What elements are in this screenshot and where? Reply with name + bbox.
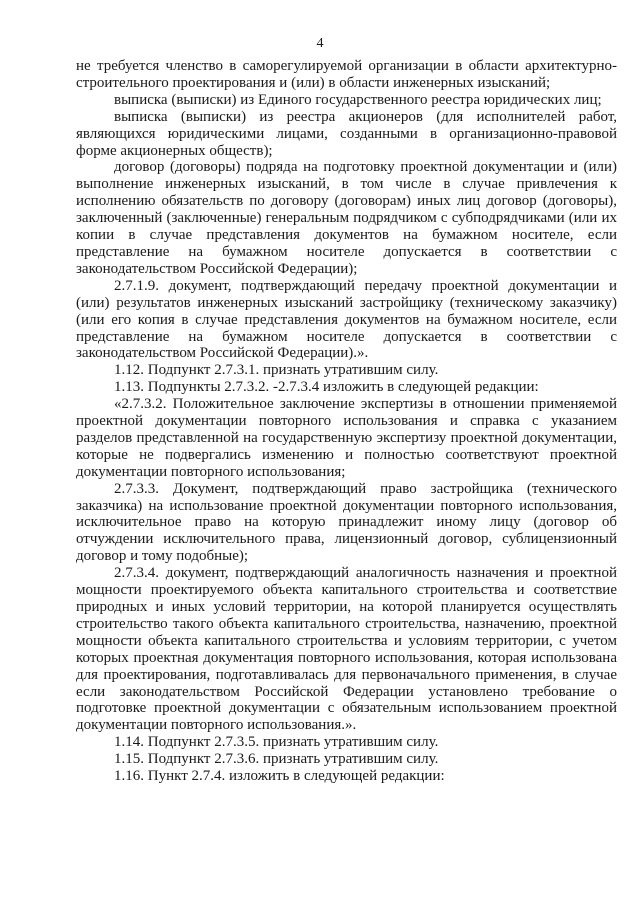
paragraph-1-13: 1.13. Подпункты 2.7.3.2. -2.7.3.4 изложить в следующей редакции:: [114, 379, 539, 396]
paragraph-2-7-1-9: 2.7.1.9. документ, подтверждающий передачу проектной документации и (или) результатов инженерных изысканий застройщику (техническому заказчику) (или его копия в случае представления документов на бумажном носителе, если представление на бумажном носителе допускается в соответствии с законодательством Российской Федерации).».: [76, 277, 617, 362]
page-number: 4: [316, 36, 324, 51]
paragraph-egrul-extract: выписка (выписки) из Единого государственного реестра юридических лиц;: [114, 91, 602, 108]
paragraph-continuation: не требуется членство в саморегулируемой организации в области архитектурно-строительного проектирования и (или) в области инженерных изысканий;: [76, 58, 617, 91]
paragraph-1-15: 1.15. Подпункт 2.7.3.6. признать утратившим силу.: [114, 751, 439, 768]
paragraph-shareholder-register-extract: выписка (выписки) из реестра акционеров (для исполнителей работ, являющихся юридическими лицами, созданными в организационно-правовой форме акционерных обществ);: [76, 108, 617, 159]
paragraph-contracts: договор (договоры) подряда на подготовку проектной документации и (или) выполнение инженерных изысканий, в том числе в случае привлечения к исполнению обязательств по договору (договорам) иных лиц договор (договоры), заключенный (заключенные) генеральным подрядчиком с субподрядчиками (или их копии в случае представления документов на бумажном носителе, если представление на бумажном носителе допускается в соответствии с законодательством Российской Федерации);: [76, 159, 617, 277]
document-body: [76, 58, 617, 785]
paragraph-1-16: 1.16. Пункт 2.7.4. изложить в следующей редакции:: [114, 768, 445, 785]
paragraph-2-7-3-4: 2.7.3.4. документ, подтверждающий аналогичность назначения и проектной мощности проектируемого объекта капитального строительства и соответствие природных и иных условий территории, на которой планируется осуществлять строительство такого объекта капитального строительства, назначению, проектной мощности объекта капитального строительства и условиям территории, с учетом которых проектная документация повторного использования, которая использована для проектирования, подготавливалась для первоначального применения, в случае если законодательством Российской Федерации установлено требование о подготовке проектной документации с обязательным использованием проектной документации повторного использования.».: [76, 565, 617, 734]
paragraph-2-7-3-2: «2.7.3.2. Положительное заключение экспертизы в отношении применяемой проектной документации повторного использования и справка с указанием разделов представленной на государственную экспертизу проектной документации, которые не подвергались изменению и полностью соответствуют проектной документации повторного использования;: [76, 396, 617, 480]
paragraph-1-14: 1.14. Подпункт 2.7.3.5. признать утратившим силу.: [114, 734, 439, 751]
paragraph-1-12: 1.12. Подпункт 2.7.3.1. признать утратившим силу.: [114, 362, 439, 379]
paragraph-2-7-3-3: 2.7.3.3. Документ, подтверждающий право застройщика (технического заказчика) на использование проектной документации повторного использования, исключительное право на которую принадлежит иному лицу (договор об отчуждении исключительного права, лицензионный договор, сублицензионный договор и тому подобные);: [76, 480, 617, 565]
